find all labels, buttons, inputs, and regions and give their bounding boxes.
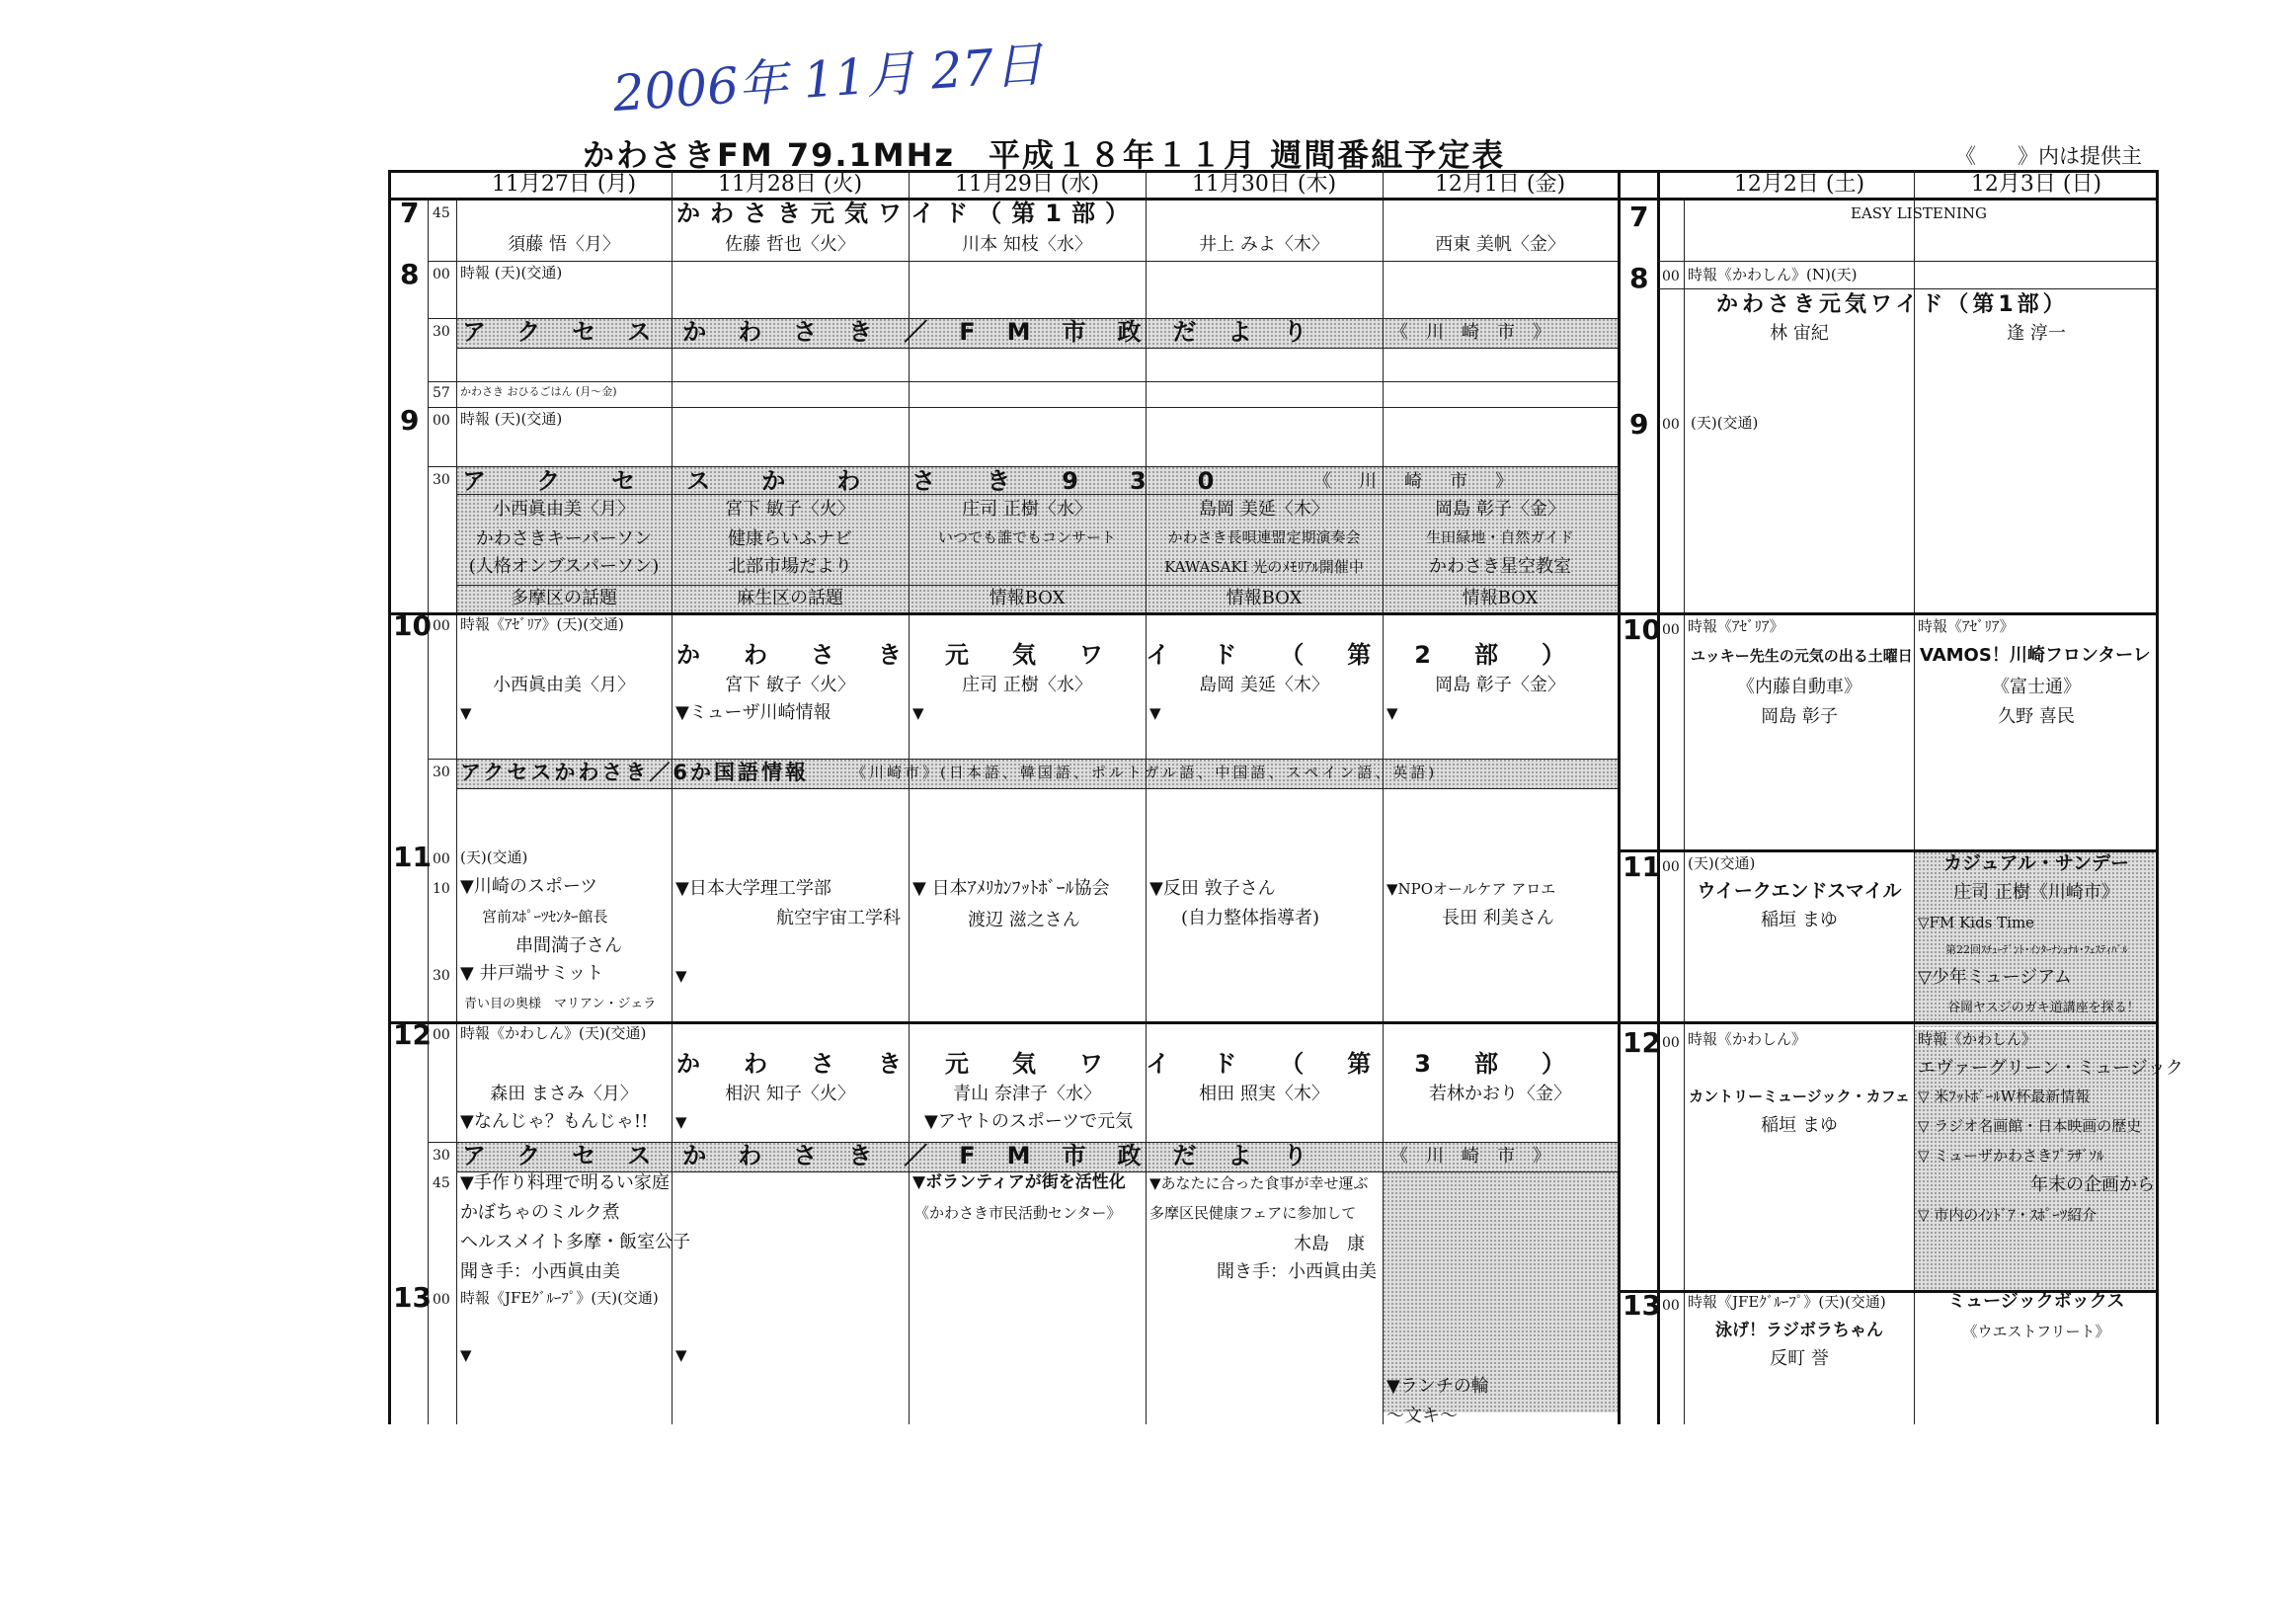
wide1-title: かわさき元気ワイド（第1部）: [676, 200, 1139, 227]
sun1200-3: ▽ ラジオ名画館・日本映画の歴史: [1918, 1117, 2142, 1135]
wide2-title: かわさき元気ワイド（第2部）: [676, 641, 1609, 669]
wide3-host-fri: 若林かおり〈金〉: [1429, 1084, 1571, 1104]
min-1130: 30: [433, 968, 450, 984]
k930-l1-fri: 生田緑地・自然ガイド: [1426, 528, 1574, 546]
jiho-800: 時報 (天)(交通): [460, 264, 563, 282]
jiho-1200: 時報《かわしん》(天)(交通): [460, 1024, 647, 1042]
weekday-weekend-divider-a: [1618, 170, 1621, 1424]
min-745: 45: [433, 205, 450, 221]
k930-sponsor: 《川崎市》: [1313, 471, 1541, 492]
day-line-3: [1146, 170, 1147, 1424]
mon1100-1: ▼川崎のスポーツ: [460, 876, 598, 897]
thu1100-1: (自力整体指導者): [1181, 908, 1320, 928]
line-1200: [388, 1021, 2159, 1024]
mon1245-3: 聞き手：小西眞由美: [460, 1261, 620, 1282]
wide1-host-mon: 須藤 悟〈月〉: [508, 234, 620, 255]
wide3-host-thu: 相田 照実〈木〉: [1199, 1084, 1329, 1104]
hour-8: 8: [400, 258, 420, 290]
k930-host-mon: 小西眞由美〈月〉: [493, 499, 635, 520]
wide3-host-wed: 青山 奈津子〈水〉: [953, 1084, 1101, 1104]
wk-jiho-900: (天)(交通): [1691, 414, 1759, 432]
sun1100-3: 第22回ｽﾁｭｰﾃﾞﾝﾄ･ｲﾝﾀｰﾅｼｮﾅﾙ･ﾌｪｽﾃｨﾊﾞﾙ: [1945, 943, 2128, 956]
wed1245-1: 《かわさき市民活動センター》: [914, 1204, 1122, 1222]
day-line-5: [1914, 170, 1915, 1424]
day-header-mon: 11月27日 (月): [491, 172, 637, 197]
line-wk-800: [1657, 261, 2159, 262]
access1-sponsor: 《川崎市》: [1390, 322, 1568, 343]
wk-min-1000: 00: [1662, 622, 1680, 638]
wide2-note-wed: ▼: [912, 704, 924, 722]
mon1300-mark: ▼: [460, 1346, 472, 1364]
hour-7: 7: [400, 197, 420, 229]
wide2-note-tue: ▼ミューザ川崎情報: [675, 702, 831, 723]
sat1200-2: 稲垣 まゆ: [1761, 1115, 1838, 1136]
lang-sub: 《川崎市》(日本語、韓国語、ポルトガル語、中国語、スペイン語、英語): [851, 764, 1438, 781]
k930-l3-wed: 情報BOX: [989, 588, 1066, 608]
sun1200-5: 年末の企画から: [2030, 1174, 2155, 1195]
weekday-weekend-divider-b: [1657, 170, 1660, 1424]
tue1100-2: ▼: [675, 967, 687, 985]
wk-hour-8: 8: [1629, 262, 1649, 294]
sun1100-4: ▽少年ミュージアム: [1918, 967, 2072, 988]
line-1035: [456, 788, 1618, 789]
thu1100-0: ▼反田 敦子さん: [1149, 878, 1276, 899]
sun1100-5: 谷岡ヤスジのガキ道講座を探る！: [1947, 1001, 2140, 1015]
thu1245-0: ▼あなたに合った食事が幸せ運ぶ: [1149, 1174, 1369, 1192]
mon1100-5: 青い目の奥様 マリアン・ジェラ: [464, 997, 657, 1011]
mon1100-0: (天)(交通): [460, 848, 528, 866]
lang-title: アクセスかわさき／6か国語情報: [460, 761, 809, 784]
wide2-note-fri: ▼: [1386, 704, 1398, 722]
wed1100-1: 渡辺 滋之さん: [968, 910, 1080, 930]
fri1100-0: ▼NPOオールケア アロエ: [1386, 880, 1556, 898]
min-930: 30: [433, 472, 450, 488]
wide1-host-thu: 井上 みよ〈木〉: [1199, 234, 1329, 255]
wide3-host-mon: 森田 まさみ〈月〉: [490, 1084, 638, 1104]
k930-l2-tue: 北部市場だより: [728, 556, 852, 577]
wide1-host-tue: 佐藤 哲也〈火〉: [725, 234, 855, 255]
sun1200-6: ▽ 市内のｲﾝﾄﾞｱ・ｽﾎﾟｰﾂ紹介: [1918, 1206, 2098, 1224]
line-857: [428, 381, 1618, 382]
k930-l3-fri: 情報BOX: [1462, 588, 1539, 608]
wed1100-0: ▼ 日本ｱﾒﾘｶﾝﾌｯﾄﾎﾞｰﾙ協会: [912, 878, 1110, 899]
sun1100-0: カジュアル・サンデー: [1943, 852, 2129, 874]
wk-hour-13: 13: [1623, 1289, 1661, 1322]
wide3-note-wed: ▼アヤトのスポーツで元気: [924, 1111, 1134, 1132]
thu1245-3: 聞き手：小西眞由美: [1217, 1261, 1377, 1282]
min-1030: 30: [433, 765, 450, 780]
sat1100-2: 稲垣 まゆ: [1761, 910, 1838, 930]
sun1200-4: ▽ ミューザかわさきﾌﾟﾗｻﾞｿﾙ: [1918, 1147, 2104, 1165]
wide1-host-fri: 西東 美帆〈金〉: [1435, 234, 1565, 255]
k930-l3-mon: 多摩区の話題: [511, 588, 617, 608]
sun1300-1: 《ウエストフリート》: [1962, 1323, 2110, 1340]
wk-min-900: 00: [1662, 417, 1680, 433]
wide3-note-mon: ▼なんじゃ？もんじゃ!!: [460, 1111, 649, 1132]
wide2-host-tue: 宮下 敏子〈火〉: [725, 675, 855, 695]
wk-hour-10: 10: [1623, 613, 1661, 646]
wk-wide-title: かわさき元気ワイド（第1部）: [1716, 292, 2069, 317]
wk-min-800: 00: [1662, 269, 1680, 284]
tue1300-mark: ▼: [675, 1346, 687, 1364]
sponsor-note: 《 》内は提供主: [1955, 144, 2142, 168]
sun1200-2: ▽ 米ﾌｯﾄﾎﾞｰﾙW杯最新情報: [1918, 1088, 2091, 1105]
sun1300-0: ミュージックボックス: [1947, 1291, 2125, 1312]
access1-title: アクセスかわさき／FM市政だより: [462, 318, 1339, 346]
wide3-note-tue: ▼: [675, 1113, 687, 1131]
hour-9: 9: [400, 404, 420, 437]
jiho-1300: 時報《JFEｸﾞﾙｰﾌﾟ》(天)(交通): [460, 1289, 659, 1307]
fri1300-0: ▼ランチの輪: [1386, 1376, 1489, 1397]
sat1300-0: 時報《JFEｸﾞﾙｰﾌﾟ》(天)(交通): [1688, 1293, 1886, 1311]
wk-hour-7: 7: [1629, 201, 1649, 233]
sat1200-0: 時報《かわしん》: [1688, 1030, 1807, 1048]
wk-min-1300: 00: [1662, 1298, 1680, 1314]
access2-title: アクセスかわさき／FM市政だより: [462, 1142, 1339, 1169]
day-header-wed: 11月29日 (水): [954, 172, 1100, 197]
wide2-host-wed: 庄司 正樹〈水〉: [962, 675, 1092, 695]
wk-wide-host-sat: 林 宙紀: [1770, 323, 1829, 344]
day-header-tue: 11月28日 (火): [717, 172, 863, 197]
wk-min-1100: 00: [1662, 859, 1680, 875]
min-857: 57: [433, 385, 450, 401]
wed1245-0: ▼ボランティアが街を活性化: [912, 1172, 1126, 1192]
sun1200-0: 時報《かわしん》: [1918, 1030, 2037, 1048]
hour-10: 10: [393, 609, 432, 642]
mon1100-3: 串間満子さん: [515, 935, 622, 956]
wide2-host-fri: 岡島 彰子〈金〉: [1435, 675, 1565, 695]
access2-sponsor: 《川崎市》: [1390, 1146, 1568, 1167]
wide2-note-thu: ▼: [1149, 704, 1161, 722]
min-1230: 30: [433, 1148, 450, 1164]
thu1245-1: 多摩区民健康フェアに参加して: [1149, 1204, 1357, 1222]
sun1000-0: 時報《ｱｾﾞﾘｱ》: [1918, 617, 2015, 635]
k930-l3-thu: 情報BOX: [1226, 588, 1303, 608]
k930-l1-thu: かわさき長唄連盟定期演奏会: [1167, 528, 1361, 546]
min-830: 30: [433, 324, 450, 340]
jiho-900: 時報 (天)(交通): [460, 410, 563, 428]
min-800: 00: [433, 267, 450, 282]
wk-wide-host-sun: 逢 淳一: [2007, 323, 2066, 344]
wk-hour-12: 12: [1623, 1026, 1661, 1059]
sat1300-1: 泳げ！ラジボラちゃん: [1715, 1321, 1883, 1340]
line-1030: [428, 759, 1618, 760]
sat1100-0: (天)(交通): [1688, 854, 1756, 872]
k930-host-wed: 庄司 正樹〈水〉: [962, 499, 1092, 520]
sun1000-2: 《富士通》: [1992, 677, 2081, 697]
header-bottom: [388, 198, 2159, 201]
k930-l1-wed: いつでも誰でもコンサート: [937, 528, 1117, 546]
wk-hour-11: 11: [1623, 850, 1661, 883]
min-1000: 00: [433, 618, 450, 634]
min-1100: 00: [433, 851, 450, 867]
ohiru-note: かわさき おひるごはん (月〜金): [460, 385, 617, 398]
line-800: [428, 261, 1618, 262]
line-950: [456, 585, 1618, 586]
wide2-host-thu: 島岡 美延〈木〉: [1199, 675, 1329, 695]
wk-jiho-800: 時報《かわしん》(N)(天): [1688, 266, 1858, 283]
day-line-2: [909, 170, 910, 1424]
sat1000-1: ユッキー先生の元気の出る土曜日: [1691, 647, 1913, 665]
hour-13: 13: [393, 1281, 432, 1314]
wide2-note-mon: ▼: [460, 704, 472, 722]
k930-l1-tue: 健康らいふナビ: [728, 528, 852, 549]
k930-host-tue: 宮下 敏子〈火〉: [725, 499, 855, 520]
day-header-thu: 11月30日 (木): [1191, 172, 1337, 197]
day-header-sat: 12月2日 (土): [1733, 172, 1865, 197]
sun1200-1: エヴァーグリーン・ミュージック: [1918, 1058, 2183, 1079]
sat1000-2: 《内藤自動車》: [1737, 677, 1861, 697]
sat1100-1: ウイークエンドスマイル: [1697, 880, 1902, 902]
line-1000: [388, 612, 2159, 615]
sat1200-1: カントリーミュージック・カフェ: [1689, 1088, 1910, 1105]
wk-hour-9: 9: [1629, 408, 1649, 441]
k930-l2-thu: KAWASAKI 光のﾒﾓﾘｱﾙ開催中: [1164, 558, 1364, 576]
sun1000-3: 久野 喜民: [1998, 706, 2075, 727]
sun1000-1: VAMOS！川崎フロンターレ: [1920, 645, 2151, 666]
min-1110: 10: [433, 881, 450, 897]
k930-host-thu: 島岡 美延〈木〉: [1199, 499, 1329, 520]
fri1100-1: 長田 利美さん: [1442, 908, 1554, 928]
day-header-fri: 12月1日 (金): [1434, 172, 1566, 197]
sat1000-0: 時報《ｱｾﾞﾘｱ》: [1688, 617, 1784, 635]
wk-min-1200: 00: [1662, 1035, 1680, 1051]
k930-title: アクセスかわさき930: [462, 467, 1266, 495]
k930-host-fri: 岡島 彰子〈金〉: [1435, 499, 1565, 520]
k930-l2-fri: かわさき星空教室: [1429, 556, 1571, 577]
line-900: [428, 407, 1618, 408]
page-title: かわさきFM 79.1MHz 平成１８年１１月 週間番組予定表: [583, 136, 1506, 174]
min-900: 00: [433, 413, 450, 429]
sun1100-2: ▽FM Kids Time: [1918, 914, 2035, 931]
wide2-host-mon: 小西眞由美〈月〉: [493, 675, 635, 695]
min-1245: 45: [433, 1175, 450, 1191]
hour-12: 12: [393, 1018, 432, 1051]
line-835: [456, 348, 1618, 349]
mon1100-2: 宮前ｽﾎﾟｰﾂｾﾝﾀｰ館長: [482, 908, 608, 926]
tue1100-1: 航空宇宙工学科: [776, 908, 901, 928]
mon1245-2: ヘルスメイト多摩・飯室公子: [460, 1232, 691, 1252]
thu1245-2: 木島 康: [1294, 1234, 1365, 1254]
min-1300: 00: [433, 1292, 450, 1308]
fri1300-1: 〜文キ〜: [1386, 1406, 1458, 1426]
mon1100-4: ▼ 井戸端サミット: [460, 963, 604, 984]
mon1245-0: ▼手作り料理で明るい家庭: [460, 1172, 670, 1193]
day-header-sun: 12月3日 (日): [1970, 172, 2102, 197]
min-1200: 00: [433, 1027, 450, 1043]
sun1100-1: 庄司 正樹《川崎市》: [1953, 882, 2119, 903]
day-line-4: [1383, 170, 1384, 1424]
jiho-1000: 時報《ｱｾﾞﾘｱ》(天)(交通): [460, 615, 624, 633]
line-wk-810: [1657, 288, 2159, 289]
sat1300-2: 反町 誉: [1770, 1348, 1829, 1369]
wkend-hour-col-line: [1684, 198, 1685, 1424]
k930-l2-mon: (人格オンブスパーソン): [468, 556, 660, 577]
hour-11: 11: [393, 841, 432, 873]
sat1000-3: 岡島 彰子: [1761, 706, 1838, 727]
handwritten-date: 2006年 11月 27日: [610, 35, 1046, 123]
wide3-host-tue: 相沢 知子〈火〉: [725, 1084, 855, 1104]
mon1245-1: かぼちゃのミルク煮: [460, 1202, 620, 1223]
wide1-host-wed: 川本 知枝〈水〉: [962, 234, 1092, 255]
k930-l3-tue: 麻生区の話題: [737, 588, 843, 608]
easy-listening: EASY LISTENING: [1850, 204, 1988, 222]
k930-l1-mon: かわさきキーパーソン: [475, 528, 653, 549]
tue1100-0: ▼日本大学理工学部: [675, 878, 831, 899]
wide3-title: かわさき元気ワイド（第3部）: [676, 1050, 1609, 1078]
